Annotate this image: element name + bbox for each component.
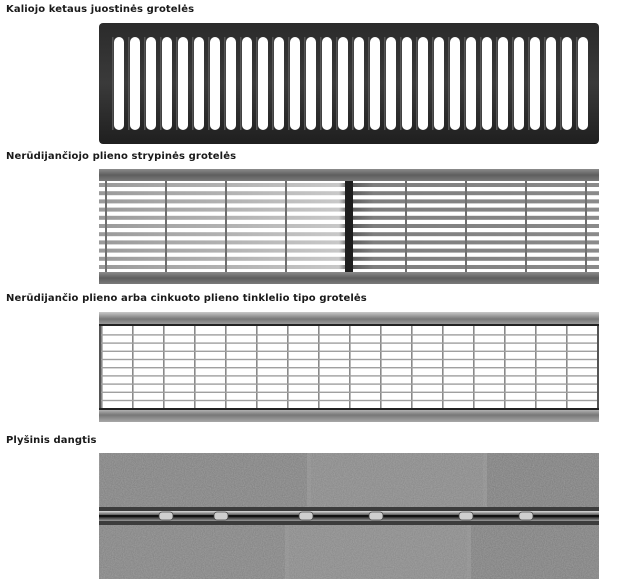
section-title-mesh: Nerūdijančio plieno arba cinkuoto plieno tinklelio tipo grotelės [6, 293, 367, 304]
section-title-cast-iron: Kaliojo ketaus juostinės grotelės [6, 4, 195, 15]
stainless-bar-grating-image [99, 169, 599, 284]
mesh-grating-image [99, 312, 599, 422]
section-title-stainless-bar: Nerūdijančiojo plieno strypinės grotelės [6, 151, 237, 162]
slot-cover-image [99, 453, 599, 579]
cast-iron-grating-image [99, 23, 599, 144]
section-title-slot-cover: Plyšinis dangtis [6, 435, 97, 446]
